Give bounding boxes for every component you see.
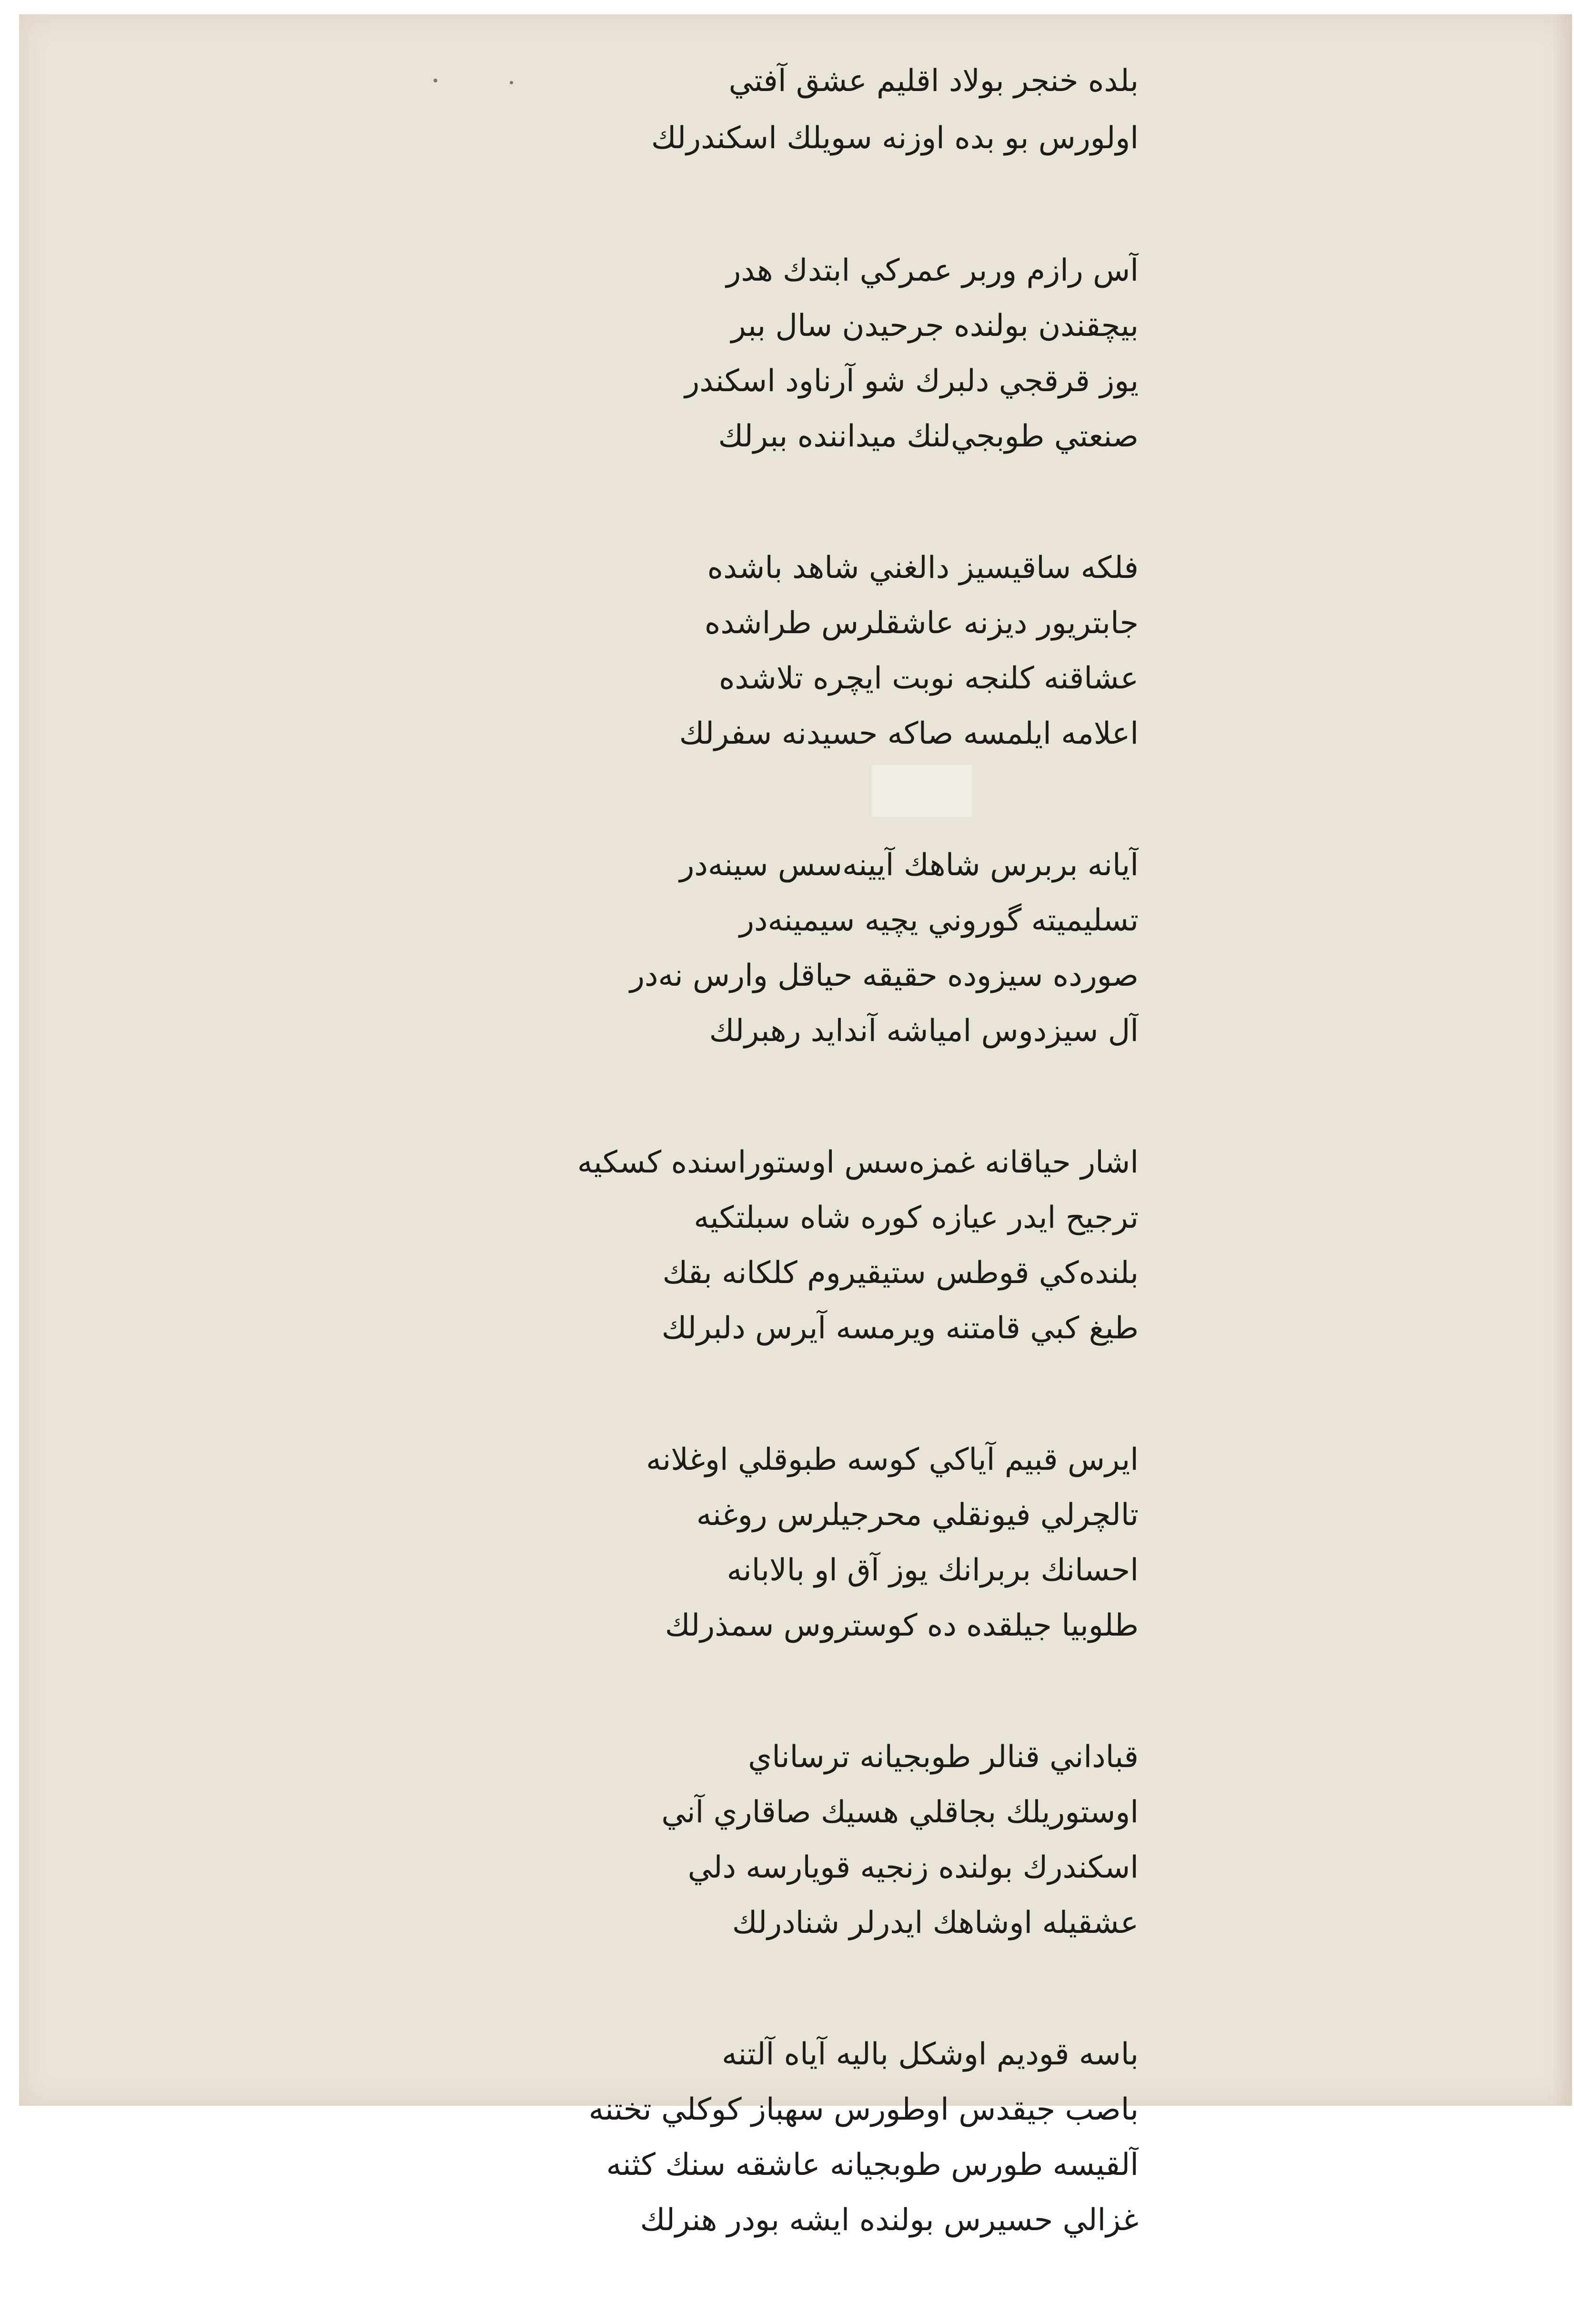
poem-line: اوستوريلك بجاقلي هسيك صاقاري آني xyxy=(661,1795,1139,1830)
stanza xyxy=(557,540,1139,761)
poem-line: صورده سيزوده حقيقه حياقل وارس نه‌در xyxy=(630,958,1139,993)
poem-line: غزالي حسيرس بولنده ايشه بودر هنرلك xyxy=(640,2203,1139,2238)
poem-line: اولورس بو بده اوزنه سويلك اسكندرلك xyxy=(651,121,1139,156)
poem-line: تسليميته گوروني يچيه سيمينه‌در xyxy=(739,903,1139,938)
poem-line: تالچرلي فيونقلي محرجيلرس روغنه xyxy=(696,1497,1139,1533)
poem-line: آلقيسه طورس طوبجيانه عاشقه سنك كثنه xyxy=(606,2147,1139,2183)
poem-line: ترجيح ايدر عيازه كوره شاه سبلتكيه xyxy=(694,1200,1139,1235)
poem-line: ايرس قبيم آياكي كوسه طبوقلي اوغلانه xyxy=(646,1442,1139,1477)
poem-line: آيانه بربرس شاهك آيينه‌سس سينه‌در xyxy=(679,848,1139,883)
poem-line: جابتريور ديزنه عاشقلرس طراشده xyxy=(704,606,1139,641)
poem-line: صنعتي طوبجي‌لنك ميداننده ببرلك xyxy=(718,419,1139,454)
poem-line: احسانك بربرانك يوز آق او بالابانه xyxy=(726,1553,1139,1588)
ink-spot xyxy=(434,79,437,82)
poem-line: طلوبيا جيلقده ده كوستروس سمذرلك xyxy=(665,1608,1139,1643)
ink-spot xyxy=(510,81,513,84)
poem-line: فلكه ساقيسيز دالغني شاهد باشده xyxy=(707,550,1139,586)
poem-line: باسه قوديم اوشكل باليه آياه آلتنه xyxy=(722,2037,1139,2072)
poem-line: بلنده‌كي قوطس ستيقيروم كلكانه بقك xyxy=(662,1255,1139,1291)
poem-line: بلده خنجر بولاد اقليم عشق آفتي xyxy=(728,63,1139,99)
poem-line: عشقيله اوشاهك ايدرلر شنادرلك xyxy=(732,1905,1139,1940)
manuscript-page xyxy=(19,14,1572,2238)
poem-line: قباداني قنالر طوبجيانه ترساناي xyxy=(748,1739,1139,1775)
stanza xyxy=(557,1729,1139,1950)
stanza xyxy=(557,243,1139,464)
stanza xyxy=(557,52,1139,167)
stanza xyxy=(557,838,1139,1059)
poem-line: آس رازم وربر عمركي ابتدك هدر xyxy=(726,253,1139,288)
poem-line: باصب جيقدس اوطورس سهباز كوكلي تختنه xyxy=(588,2092,1139,2127)
poem-line: يوز قرقجي دلبرك شو آرناود اسكندر xyxy=(685,364,1139,399)
poem-line: طيغ كبي قامتنه ويرمسه آيرس دلبرلك xyxy=(661,1311,1139,1346)
poem-line: اسكندرك بولنده زنجيه قويارسه دلي xyxy=(687,1850,1139,1885)
stanza xyxy=(557,1135,1139,1356)
poem-line: اعلامه ايلمسه صاكه حسيدنه سفرلك xyxy=(679,716,1139,751)
poem-text xyxy=(557,52,1139,2324)
poem-line: عشاقنه كلنجه نوبت ايچره تلاشده xyxy=(719,661,1139,696)
stanza xyxy=(557,1432,1139,1653)
stanza xyxy=(557,2027,1139,2248)
poem-line: اشار حياقانه غمزه‌سس اوستوراسنده كسكيه xyxy=(577,1145,1139,1180)
poem-line: بيچقندن بولنده جرحيدن سال ببر xyxy=(731,308,1139,344)
poem-line: آل سيزدوس امياشه آندايد رهبرلك xyxy=(709,1013,1139,1049)
